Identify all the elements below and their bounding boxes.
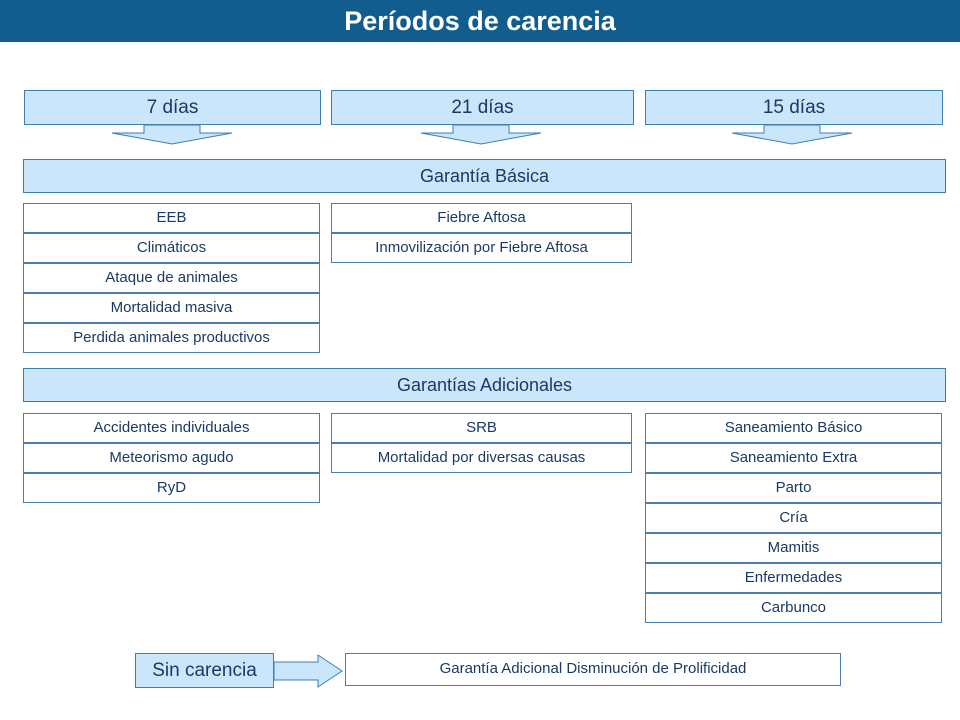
no-waiting-label: Sin carencia: [135, 653, 274, 688]
down-arrow-icon: [732, 125, 852, 144]
basic-guarantee-header: Garantía Básica: [23, 159, 946, 193]
basic-col1-item: Mortalidad masiva: [23, 293, 320, 323]
additional-col2-item: Mortalidad por diversas causas: [331, 443, 632, 473]
period-21-days: 21 días: [331, 90, 634, 125]
additional-col3-item: Enfermedades: [645, 563, 942, 593]
right-arrow-icon: [274, 655, 342, 687]
additional-col1-item: Meteorismo agudo: [23, 443, 320, 473]
period-7-days: 7 días: [24, 90, 321, 125]
additional-col3-item: Cría: [645, 503, 942, 533]
basic-col2-item: Fiebre Aftosa: [331, 203, 632, 233]
additional-col2-item: SRB: [331, 413, 632, 443]
additional-col1-item: Accidentes individuales: [23, 413, 320, 443]
down-arrow-icon: [112, 125, 232, 144]
additional-guarantees-header: Garantías Adicionales: [23, 368, 946, 402]
additional-col3-item: Mamitis: [645, 533, 942, 563]
period-15-days: 15 días: [645, 90, 943, 125]
additional-col1-item: RyD: [23, 473, 320, 503]
no-waiting-target: Garantía Adicional Disminución de Prolificidad: [345, 653, 841, 686]
basic-col1-item: EEB: [23, 203, 320, 233]
additional-col3-item: Carbunco: [645, 593, 942, 623]
page-title: Períodos de carencia: [0, 0, 960, 42]
down-arrow-icon: [421, 125, 541, 144]
additional-col3-item: Parto: [645, 473, 942, 503]
basic-col1-item: Perdida animales productivos: [23, 323, 320, 353]
basic-col2-item: Inmovilización por Fiebre Aftosa: [331, 233, 632, 263]
basic-col1-item: Ataque de animales: [23, 263, 320, 293]
basic-col1-item: Climáticos: [23, 233, 320, 263]
additional-col3-item: Saneamiento Extra: [645, 443, 942, 473]
additional-col3-item: Saneamiento Básico: [645, 413, 942, 443]
